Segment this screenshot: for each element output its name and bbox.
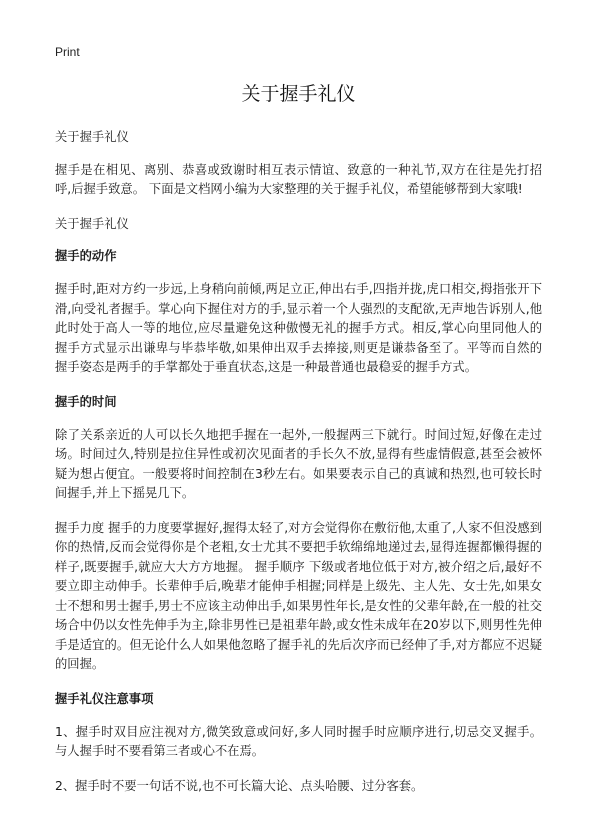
print-link[interactable]: Print [55, 45, 80, 59]
section-heading-action: 握手的动作 [55, 249, 117, 263]
section-paragraph: 除了关系亲近的人可以长久地把手握在一起外,一般握两三下就行。时间过短,好像在走过场。时间过久,特别是拉住异性或初次见面者的手长久不放,显得有些虚情假意,甚至会被怀疑为想占便宜。一般要将时间控制在3秒左右。如果要表示自己的真诚和热烈,也可较长时间握手,并上下摇晃几下。 [55, 427, 542, 500]
section-paragraph: 握手时,距对方约一步远,上身稍向前倾,两足立正,伸出右手,四指并拢,虎口相交,拇指张开下滑,向受礼者握手。掌心向下握住对方的手,显示着一个人强烈的支配欲,无声地告诉别人,他此时处于高人一等的地位,应尽量避免这种傲慢无礼的握手方式。相反,掌心向里同他人的握手方式显示出谦卑与毕恭毕敬,如果伸出双手去捧接,则更是谦恭备至了。平等而自然的握手姿态是两手的手掌都处于垂直状态,这是一种最普通也最稳妥的握手方式。 [55, 282, 542, 374]
intro-label: 关于握手礼仪 [55, 130, 129, 144]
section-heading-notes: 握手礼仪注意事项 [55, 691, 154, 706]
intro-paragraph: 握手是在相见、离别、恭喜或致谢时相互表示情谊、致意的一种礼节,双方在往是先打招呼,后握手致意。 下面是文档网小编为大家整理的关于握手礼仪，希望能够帮到大家哦! [55, 162, 542, 196]
section-paragraph: 1、握手时双目应注视对方,微笑致意或问好,多人同时握手时应顺序进行,切忌交叉握手。 与人握手时不要看第三者或心不在焉。 [55, 724, 542, 758]
page-title: 关于握手礼仪 [241, 83, 356, 105]
section-heading-duration: 握手的时间 [55, 394, 117, 409]
section-paragraph: 2、握手时不要一句话不说,也不可长篇大论、点头哈腰、过分客套。 [55, 778, 424, 793]
section-paragraph: 握手力度 握手的力度要掌握好,握得太轻了,对方会觉得你在敷衍他,太重了,人家不但没感到你的热情,反而会觉得你是个老粗,女士尤其不要把手软绵绵地递过去,显得连握都懒得握的样子,既要握手,就应大大方方地握。 握手顺序 下级或者地位低于对方,被介绍之后,最好不要立即主动伸手。长辈伸手后,晚辈才能伸手相握;同样是上级先、主人先、女士先,如果女士不想和男士握手,男士不应该主动伸出手,如果男性年长,是女性的父辈年龄,在一般的社交场合中仍以女性先伸手为主,除非男性已是祖辈年龄,或女性未成年在20岁以下,则男性先伸手是适宜的。但无论什么人如果他忽略了握手礼的先后次序而已经伸了手,对方都应不迟疑的回握。 [55, 520, 542, 671]
section-label: 关于握手礼仪 [55, 216, 129, 231]
